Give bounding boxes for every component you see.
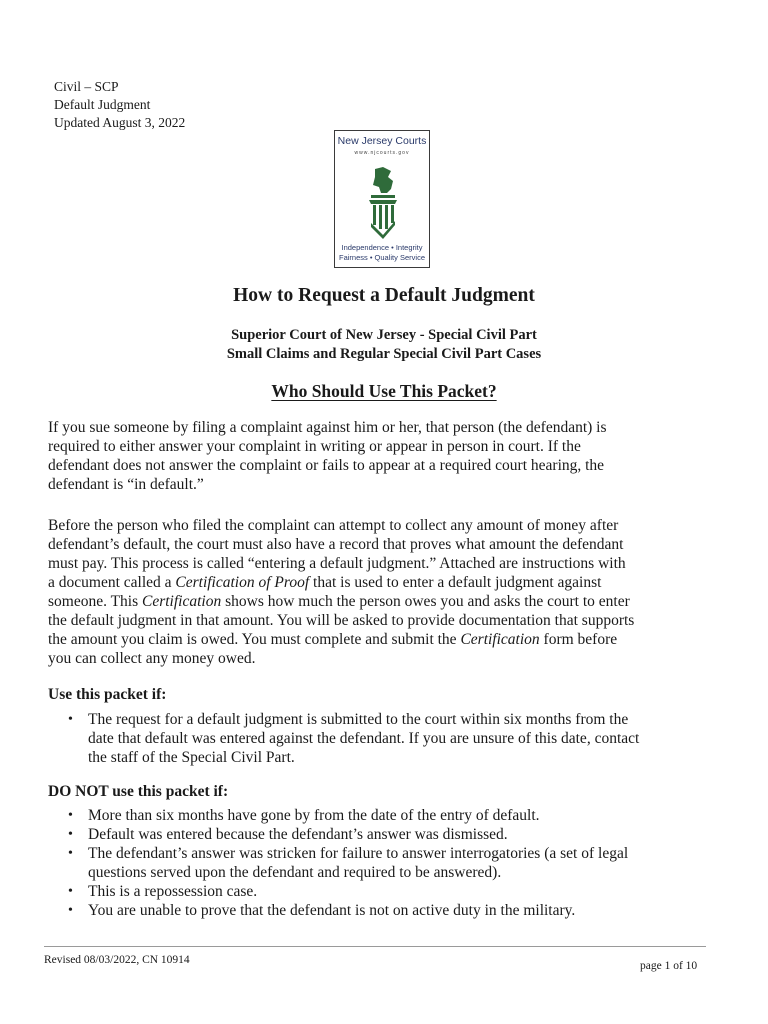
- list-item-line: More than six months have gone by from the date of the entry of default.: [88, 807, 540, 824]
- logo-motto-line-2: Fairness • Quality Service: [339, 253, 425, 262]
- bullet-icon: •: [68, 884, 73, 899]
- bullet-icon: •: [68, 827, 73, 842]
- document-header-meta: [54, 78, 185, 132]
- paragraph-line: you can collect any money owed.: [48, 650, 256, 667]
- do-not-use-packet-list: [66, 806, 706, 920]
- section-heading: [0, 381, 768, 402]
- certification-term: Certification: [460, 631, 540, 648]
- bullet-icon: •: [68, 808, 73, 823]
- use-packet-list: [66, 710, 706, 767]
- header-line-topic: Default Judgment: [54, 97, 151, 112]
- do-not-use-packet-label: DO NOT use this packet if:: [48, 783, 229, 800]
- footer-divider: [44, 946, 706, 947]
- paragraph-line: [48, 573, 708, 592]
- list-item-line: This is a repossession case.: [88, 883, 258, 900]
- paragraph-line: [48, 630, 708, 649]
- text-run: the amount you claim is owed. You must complete and submit the: [48, 631, 461, 648]
- paragraph-line: required to either answer your complaint in writing or appear in person in court. If the: [48, 438, 581, 455]
- paragraph-line: If you sue someone by filing a complaint against him or her, that person (the defendant) is: [48, 419, 607, 436]
- list-item: [66, 825, 706, 844]
- certification-of-proof-term: Certification of Proof: [175, 574, 310, 591]
- list-item-line: The defendant’s answer was stricken for failure to answer interrogatories (a set of legal: [88, 845, 629, 862]
- nj-courts-logo: [334, 130, 430, 268]
- text-run: someone. This: [48, 593, 142, 610]
- list-item: [66, 844, 706, 882]
- text-run: form before: [539, 631, 618, 648]
- paragraph-line: [48, 592, 708, 611]
- certification-term: Certification: [142, 593, 222, 610]
- section-heading-text: Who Should Use This Packet?: [271, 381, 497, 401]
- use-packet-label: Use this packet if:: [48, 686, 167, 703]
- list-item-line: questions served upon the defendant and required to be answered).: [88, 864, 502, 881]
- paragraph-line: defendant is “in default.”: [48, 476, 204, 493]
- header-line-category: Civil – SCP: [54, 79, 119, 94]
- text-run: that is used to enter a default judgment against: [309, 574, 602, 591]
- list-item: [66, 901, 706, 920]
- bullet-icon: •: [68, 712, 73, 727]
- bullet-icon: •: [68, 846, 73, 861]
- document-subtitle-court: Superior Court of New Jersey - Special Civil Part: [231, 327, 537, 343]
- logo-title: New Jersey Courts: [337, 135, 427, 147]
- bullet-icon: •: [68, 903, 73, 918]
- list-item-line: You are unable to prove that the defendant is not on active duty in the military.: [88, 902, 576, 919]
- logo-motto-line-1: Independence • Integrity: [341, 243, 423, 252]
- list-item-line: The request for a default judgment is submitted to the court within six months from the: [88, 711, 629, 728]
- paragraph-line: must pay. This process is called “entering a default judgment.” Attached are instructions with: [48, 555, 626, 572]
- paragraph-line: the default judgment in that amount. You will be asked to provide documentation that supports: [48, 612, 635, 629]
- list-item-line: date that default was entered against the defendant. If you are unsure of this date, contact: [88, 730, 640, 747]
- intro-paragraph: [48, 418, 708, 494]
- list-item-line: Default was entered because the defendant’s answer was dismissed.: [88, 826, 508, 843]
- document-title: How to Request a Default Judgment: [233, 285, 535, 306]
- list-item: [66, 882, 706, 901]
- list-item-line: the staff of the Special Civil Part.: [88, 749, 295, 766]
- nj-courts-emblem-icon: [361, 163, 405, 239]
- list-item: [66, 710, 706, 767]
- logo-url: www.njcourts.gov: [354, 150, 410, 156]
- text-run: shows how much the person owes you and asks the court to enter: [221, 593, 630, 610]
- paragraph-line: defendant does not answer the complaint or fails to appear at a required court hearing, the: [48, 457, 605, 474]
- document-subtitle-cases: Small Claims and Regular Special Civil Part Cases: [226, 346, 542, 362]
- footer-page-number: page 1 of 10: [640, 960, 698, 972]
- list-item: [66, 806, 706, 825]
- paragraph-line: Before the person who filed the complaint can attempt to collect any amount of money after: [48, 517, 619, 534]
- header-line-updated: Updated August 3, 2022: [54, 115, 186, 130]
- paragraph-line: defendant’s default, the court must also have a record that proves what amount the defendant: [48, 536, 624, 553]
- text-run: a document called a: [48, 574, 176, 591]
- footer-revision: Revised 08/03/2022, CN 10914: [44, 954, 190, 966]
- logo-motto: [335, 243, 429, 263]
- process-paragraph: [48, 516, 708, 668]
